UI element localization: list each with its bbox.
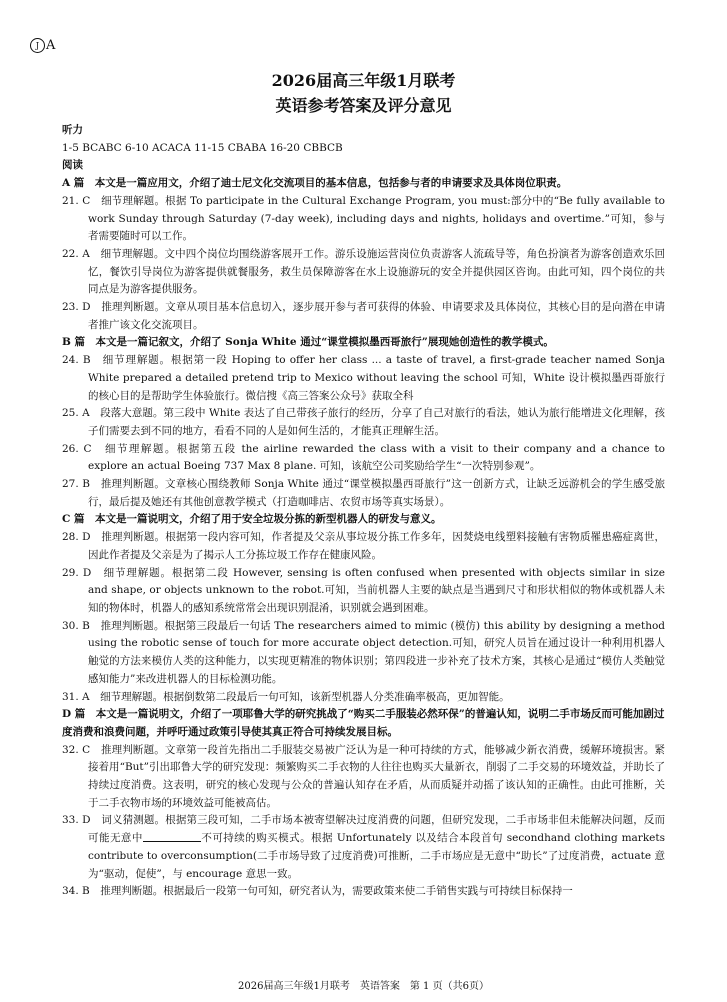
fill-blank-line xyxy=(143,831,201,842)
answer-item-34: 34. B 推理判断题。根据最后一段第一句可知，研究者认为，需要政策来使二手销售实践与可持续目标保持一 xyxy=(62,885,573,898)
answer-item-28: 28. D 推理判断题。根据第一段内容可知，作者提及父亲从事垃圾分拣工作多年，因焚烧电线塑料接触有害物质罹患癌症离世，因此作者提及父亲是为了揭示人工分拣垃圾工作存在健康风险。 xyxy=(62,531,665,561)
document-subtitle: 英语参考答案及评分意见 xyxy=(275,96,452,115)
answer-item-33-part2: 不可持续的购买模式。根据 Unfortunately 以及结合本段首句 secondhand clothing markets contribute to overconsumption(二手市场导致了过度消费)可推断，二手市场应是无意中“助长”了过度消费，actuate 意为“驱动，促使”，与 encourage 意思一致。 xyxy=(88,832,666,880)
passage-c-heading: C 篇 本文是一篇说明文，介绍了用于安全垃圾分拣的新型机器人的研发与意义。 xyxy=(62,513,442,526)
listening-answers: 1-5 BCABC 6-10 ACACA 11-15 CBABA 16-20 CBBCB xyxy=(62,141,343,154)
answer-item-30: 30. B 推理判断题。根据第三段最后一句话 The researchers aimed to mimic (模仿) this ability by designing a method using the robotic sense of touch for more accurate object detection.可知，研究人员旨在通过设计一种利用机器人触觉的方法来模仿人类的这种能力，以实现更精准的物体识别；第四段进一步补充了技术方案，其核心是通过“模仿人类触觉感知能力”来改进机器人的目标检测功能。 xyxy=(62,619,665,685)
answer-item-33-part1: 33. D 词义猜测题。根据第三段可知，二手市场本被寄望解决过度消费的问题，但研究发现，二手市场非但未能解决问题，反而可能无意中 xyxy=(62,814,665,845)
document-body xyxy=(62,122,665,901)
answer-item-27: 27. B 推理判断题。文章核心围绕教师 Sonja White 通过“课堂模拟墨西哥旅行”这一创新方式，让缺乏远游机会的学生感受旅行，最后提及她还有其他创意教学模式（打造咖啡店、农贸市场等真实场景）。 xyxy=(62,478,665,508)
answer-item-24: 24. B 细节理解题。根据第一段 Hoping to offer her class ... a taste of travel, a first-grade teacher named Sonja White prepared a detailed pretend trip to Mexico without leaving the school 可知，White 设计模拟墨西哥旅行的核心目的是帮助学生体验旅行。微信搜《高三答案公众号》获取全科 xyxy=(62,354,665,402)
answer-item-29: 29. D 细节理解题。根据第二段 However, sensing is often confused when presented with objects similar in size and shape, or objects unknown to the robot.可知，当前机器人主要的缺点是当遇到尺寸和形状相似的物体或机器人未知的物体时，机器人的感知系统常常会出现识别混淆，识别就会遇到困难。 xyxy=(62,566,665,614)
answer-item-22: 22. A 细节理解题。文中四个岗位均围绕游客展开工作。游乐设施运营岗位负责游客人流疏导等，角色扮演者为游客创造欢乐回忆，餐饮引导岗位为游客提供就餐服务，救生员保障游客在水上设施游玩的安全并提供园区咨询。由此可知，四个岗位的共同点是为游客提供服务。 xyxy=(62,247,665,296)
corner-mark xyxy=(30,38,55,53)
page-footer: 2026届高三年级1月联考 英语答案 第 1 页（共6页） xyxy=(238,981,489,992)
listening-heading: 听力 xyxy=(62,124,83,136)
answer-item-21: 21. C 细节理解题。根据 To participate in the Cultural Exchange Program, you must:部分中的“Be fully available to work Sunday through Saturday (7-day week), including days and nights, holidays and overtime.”可知，参与者需要随时可以工作。 xyxy=(62,194,665,243)
answer-item-32: 32. C 推理判断题。文章第一段首先指出二手服装交易被广泛认为是一种可持续的方式，能够减少新衣消费，缓解环境损害。紧接着用“But”引出耶鲁大学的研究发现：频繁购买二手衣物的人往往也购买大量新衣，削弱了二手交易的环境效益，并助长了持续过度消费。这表明，研究的核心发现与公众的普遍认知存在矛盾，从而质疑并动摇了该认知的正确性。由此可推断，关于二手衣物市场的环境效益可能被高估。 xyxy=(62,743,665,809)
document-title: 2026届高三年级1月联考 xyxy=(271,71,456,90)
answer-item-31: 31. A 细节理解题。根据倒数第二段最后一句可知，该新型机器人分类准确率极高，更加智能。 xyxy=(62,690,510,703)
corner-mark-letter: A xyxy=(46,38,56,53)
answer-item-25: 25. A 段落大意题。第三段中 White 表达了自己带孩子旅行的经历，分享了自己对旅行的看法，她认为旅行能增进文化理解，孩子们需要去到不同的地方，看看不同的人是如何生活的，才能真正理解生活。 xyxy=(62,407,665,437)
passage-a-heading: A 篇 本文是一篇应用文，介绍了迪士尼文化交流项目的基本信息，包括参与者的申请要求及具体岗位职责。 xyxy=(62,177,568,190)
passage-d-heading: D 篇 本文是一篇说明文，介绍了一项耶鲁大学的研究挑战了“购买二手服装必然环保”的普遍认知，说明二手市场反而可能加剧过度消费和浪费问题，并呼吁通过政策引导使其真正符合可持续发展目标。 xyxy=(62,708,665,738)
passage-b-heading: B 篇 本文是一篇记叙文，介绍了 Sonja White 通过“课堂模拟墨西哥旅行”展现她创造性的教学模式。 xyxy=(62,336,554,349)
reading-heading: 阅读 xyxy=(62,159,83,172)
circled-letter-icon: J xyxy=(30,38,45,53)
answer-item-23: 23. D 推理判断题。文章从项目基本信息切入，逐步展开参与者可获得的体验、申请要求及具体岗位，其核心目的是向潜在申请者推广该文化交流项目。 xyxy=(62,301,665,331)
answer-item-33 xyxy=(62,812,665,883)
answer-item-26: 26. C 细节理解题。根据第五段 the airline rewarded the class with a visit to their company and a chance to explore an actual Boeing 737 Max 8 plane. 可知，该航空公司奖励给学生“一次特别参观”。 xyxy=(62,442,665,473)
